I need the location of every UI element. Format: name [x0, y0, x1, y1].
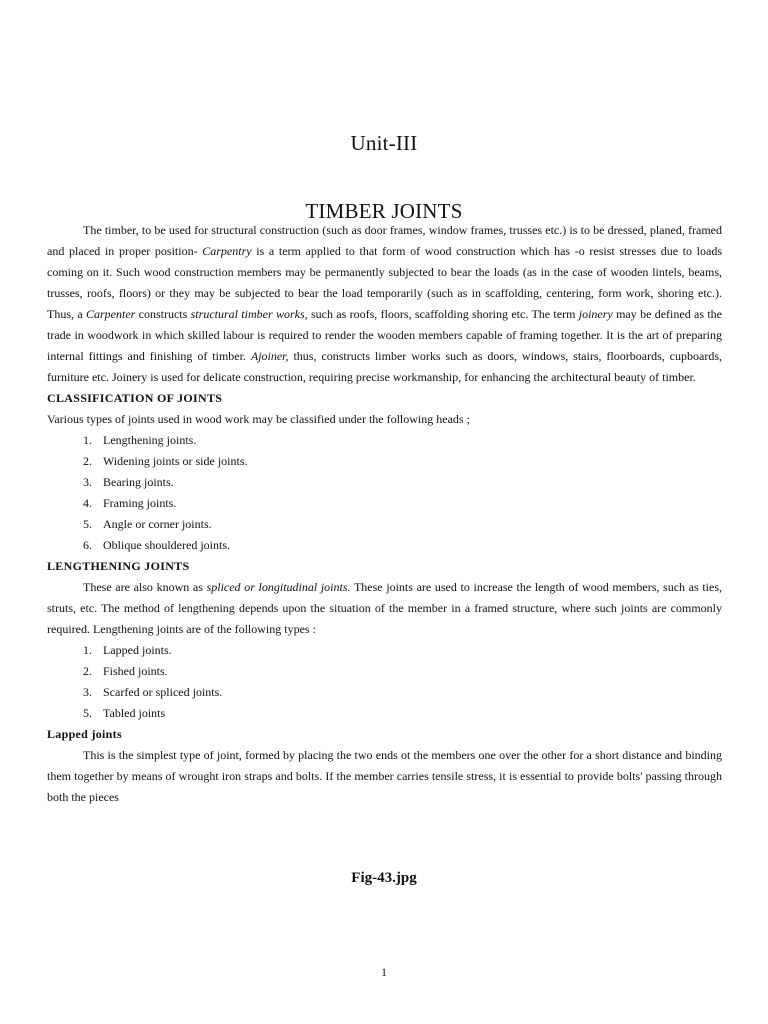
list-item: 3. Scarfed or spliced joints. [83, 685, 223, 699]
lengthening-heading: LENGTHENING JOINTS [47, 559, 190, 573]
term-carpentry: Carpentry [202, 244, 252, 258]
list-item: 5. Angle or corner joints. [83, 517, 212, 531]
unit-title: Unit-III [350, 131, 418, 155]
lapped-joints-heading: Lapped joints [47, 727, 122, 741]
list-item: 5. Tabled joints [83, 706, 166, 720]
page-title: TIMBER JOINTS [305, 199, 463, 223]
list-item: 2. Widening joints or side joints. [83, 454, 248, 468]
list-item: 1. Lengthening joints. [83, 433, 197, 447]
page-number: 1 [381, 965, 387, 979]
classification-text: Various types of joints used in wood work may be classified under the following heads ; [47, 412, 470, 426]
list-item: 3. Bearing joints. [83, 475, 174, 489]
classification-list [47, 430, 722, 556]
intro-paragraph: The timber, to be used for structural construction (such as door frames, window frames, trusses etc.) is to be dressed, planed, framed and placed in proper position- Carpentry is a term applied to that form of wood construction which has -o resist stresses due to loads coming on it. Such wood construction members may be permanently subjected to bear the loads (as in the case of wooden lintels, beams, trusses, roofs, floors) or they may be subjected to bear the load temporarily (such as in scaffolding, centering, form work, shoring etc.). Thus, a Carpenter constructs structural timber works, such as roofs, floors, scaffolding shoring etc. The term joinery may be defined as the trade in woodwork in which skilled labour is required to render the wooden members capable of framing together. It is the art of preparing internal fittings and finishing of timber. Ajoiner, thus, constructs limber works such as doors, windows, stairs, floorboards, cupboards, furniture etc. Joinery is used for delicate construction, requiring precise workmanship, for enhancing the architectural beauty of timber. [47, 223, 723, 384]
list-item: 6. Oblique shouldered joints. [83, 538, 230, 552]
list-item: 2. Fished joints. [83, 664, 168, 678]
term-ajoiner: Ajoiner, [250, 349, 289, 363]
classification-heading: CLASSIFICATION OF JOINTS [47, 391, 223, 405]
lapped-joints-paragraph: This is the simplest type of joint, formed by placing the two ends ot the members one over the other for a short distance and binding them together by means of wrought iron straps and bolts. If the member carries tensile stress, it is essential to provide bolts' passing through both the pieces [47, 748, 722, 804]
list-item: 1. Lapped joints. [83, 643, 172, 657]
body-text [47, 220, 722, 808]
term-spliced-joints: spliced or longitudinal joints. [206, 580, 351, 594]
lengthening-paragraph: These are also known as spliced or longitudinal joints. These joints are used to increase the length of wood members, such as ties, struts, etc. The method of lengthening depends upon the situation of the member in a framed structure, where such joints are commonly required. Lengthening joints are of the following types : [47, 580, 722, 636]
list-item: 4. Framing joints. [83, 496, 177, 510]
term-carpenter: Carpenter [85, 307, 136, 321]
lengthening-list [47, 640, 722, 724]
figure-caption: Fig-43.jpg [351, 870, 417, 886]
term-structural-timber-works: structural timber works, [190, 307, 308, 321]
term-joinery: joinery [578, 307, 613, 321]
